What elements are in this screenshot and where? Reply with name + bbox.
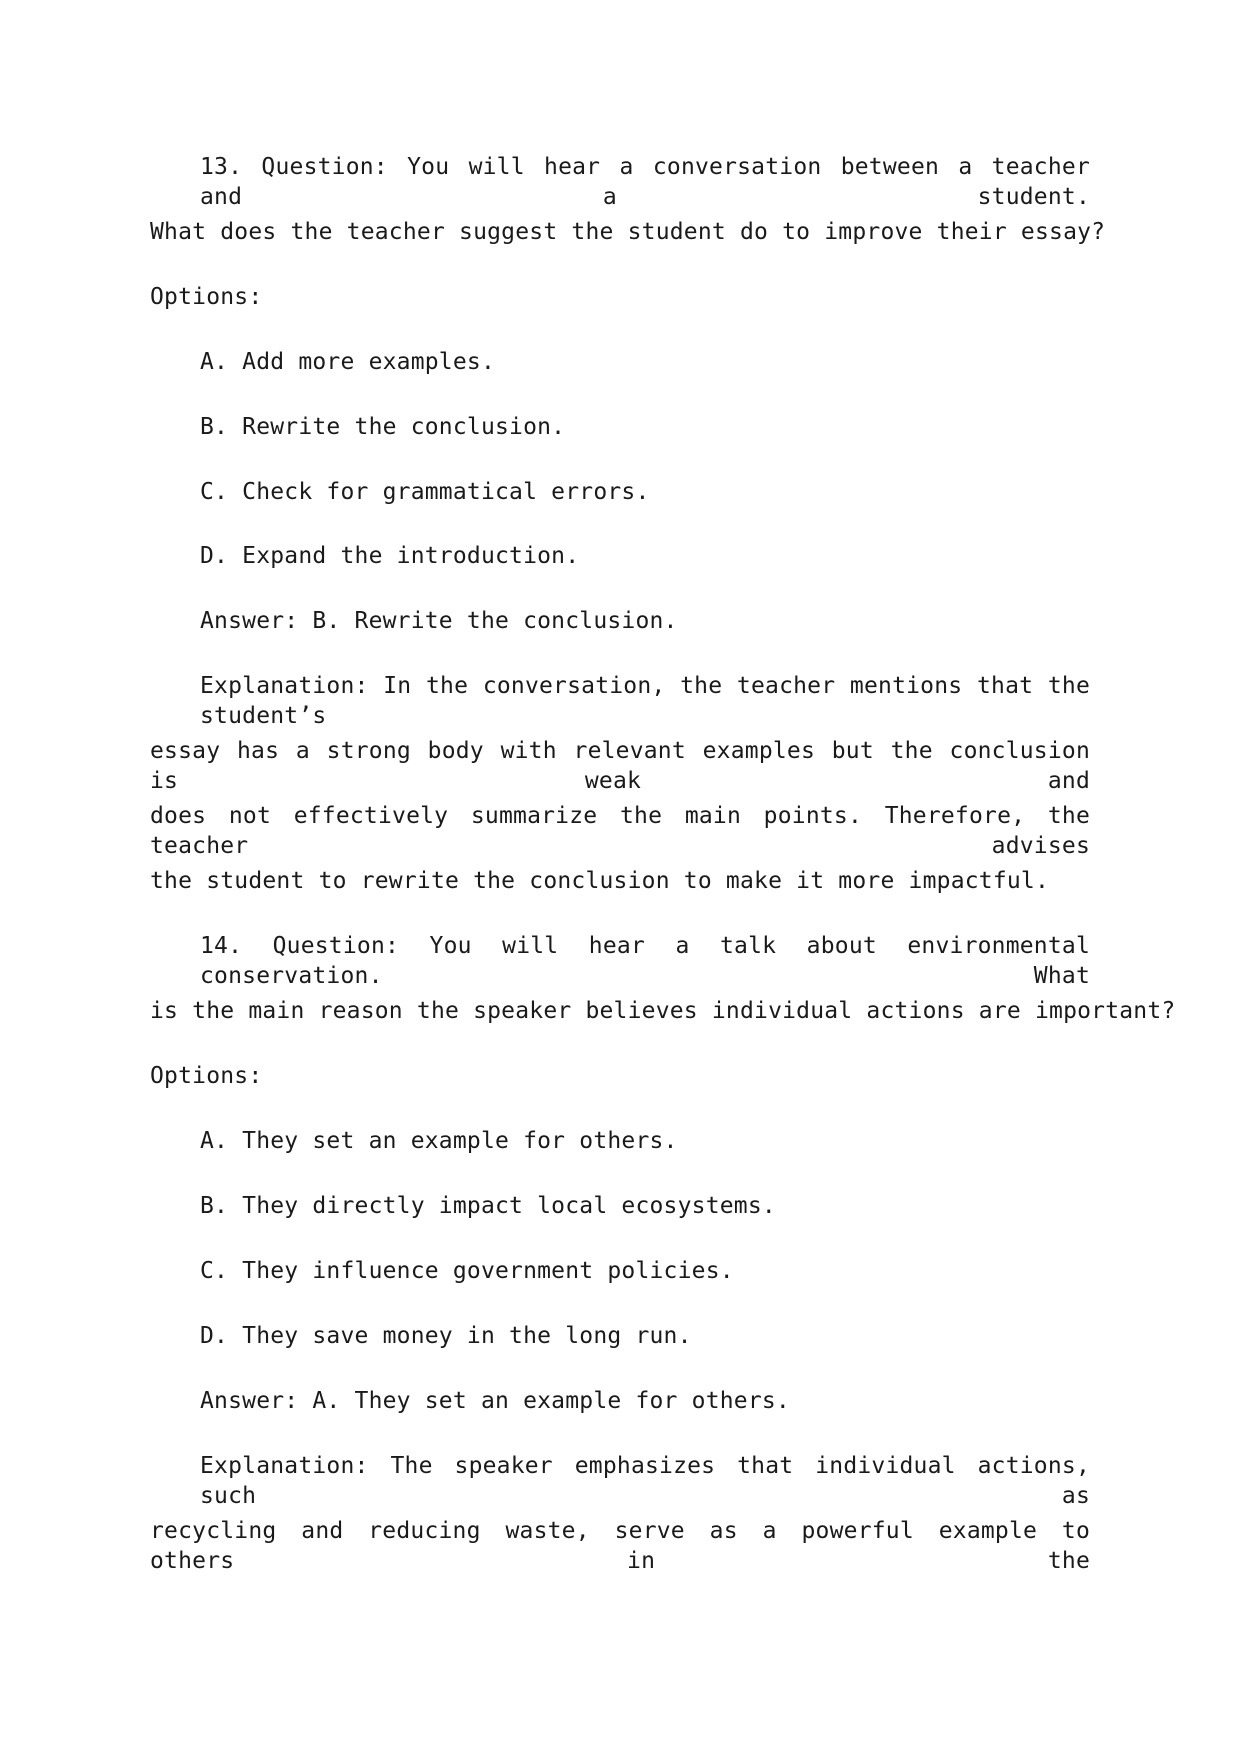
question-14-text-line-2: is the main reason the speaker believes individual actions are important?	[150, 998, 1176, 1024]
question-14-options-label: Options:	[150, 1063, 263, 1089]
question-13-option-b: B. Rewrite the conclusion.	[200, 414, 566, 440]
question-13-option-a: A. Add more examples.	[200, 349, 495, 375]
question-14-option-a: A. They set an example for others.	[200, 1128, 678, 1154]
question-13-text-line-2: What does the teacher suggest the student do to improve their essay?	[150, 219, 1106, 245]
question-14-explanation-line-1: Explanation: The speaker emphasizes that individual actions, such as	[200, 1453, 1090, 1509]
question-13-text-line-1: 13. Question: You will hear a conversation between a teacher and a student.	[200, 154, 1090, 210]
question-13-explanation-line-2: essay has a strong body with relevant examples but the conclusion is weak and	[150, 738, 1090, 794]
question-13-explanation-line-4: the student to rewrite the conclusion to make it more impactful.	[150, 868, 1050, 894]
question-14-text-line-1: 14. Question: You will hear a talk about environmental conservation. What	[200, 933, 1090, 989]
question-13-explanation-line-3: does not effectively summarize the main points. Therefore, the teacher advises	[150, 803, 1090, 859]
question-13-option-d: D. Expand the introduction.	[200, 543, 580, 569]
question-13-option-c: C. Check for grammatical errors.	[200, 479, 650, 505]
question-14-option-d: D. They save money in the long run.	[200, 1323, 692, 1349]
question-14-option-b: B. They directly impact local ecosystems.	[200, 1193, 776, 1219]
question-14-explanation-line-2: recycling and reducing waste, serve as a powerful example to others in the	[150, 1518, 1090, 1574]
question-13-answer: Answer: B. Rewrite the conclusion.	[200, 608, 678, 634]
question-13-options-label: Options:	[150, 284, 263, 310]
question-14-option-c: C. They influence government policies.	[200, 1258, 734, 1284]
question-14-answer: Answer: A. They set an example for others.	[200, 1388, 790, 1414]
question-13-explanation-line-1: Explanation: In the conversation, the teacher mentions that the student’s	[200, 673, 1090, 729]
